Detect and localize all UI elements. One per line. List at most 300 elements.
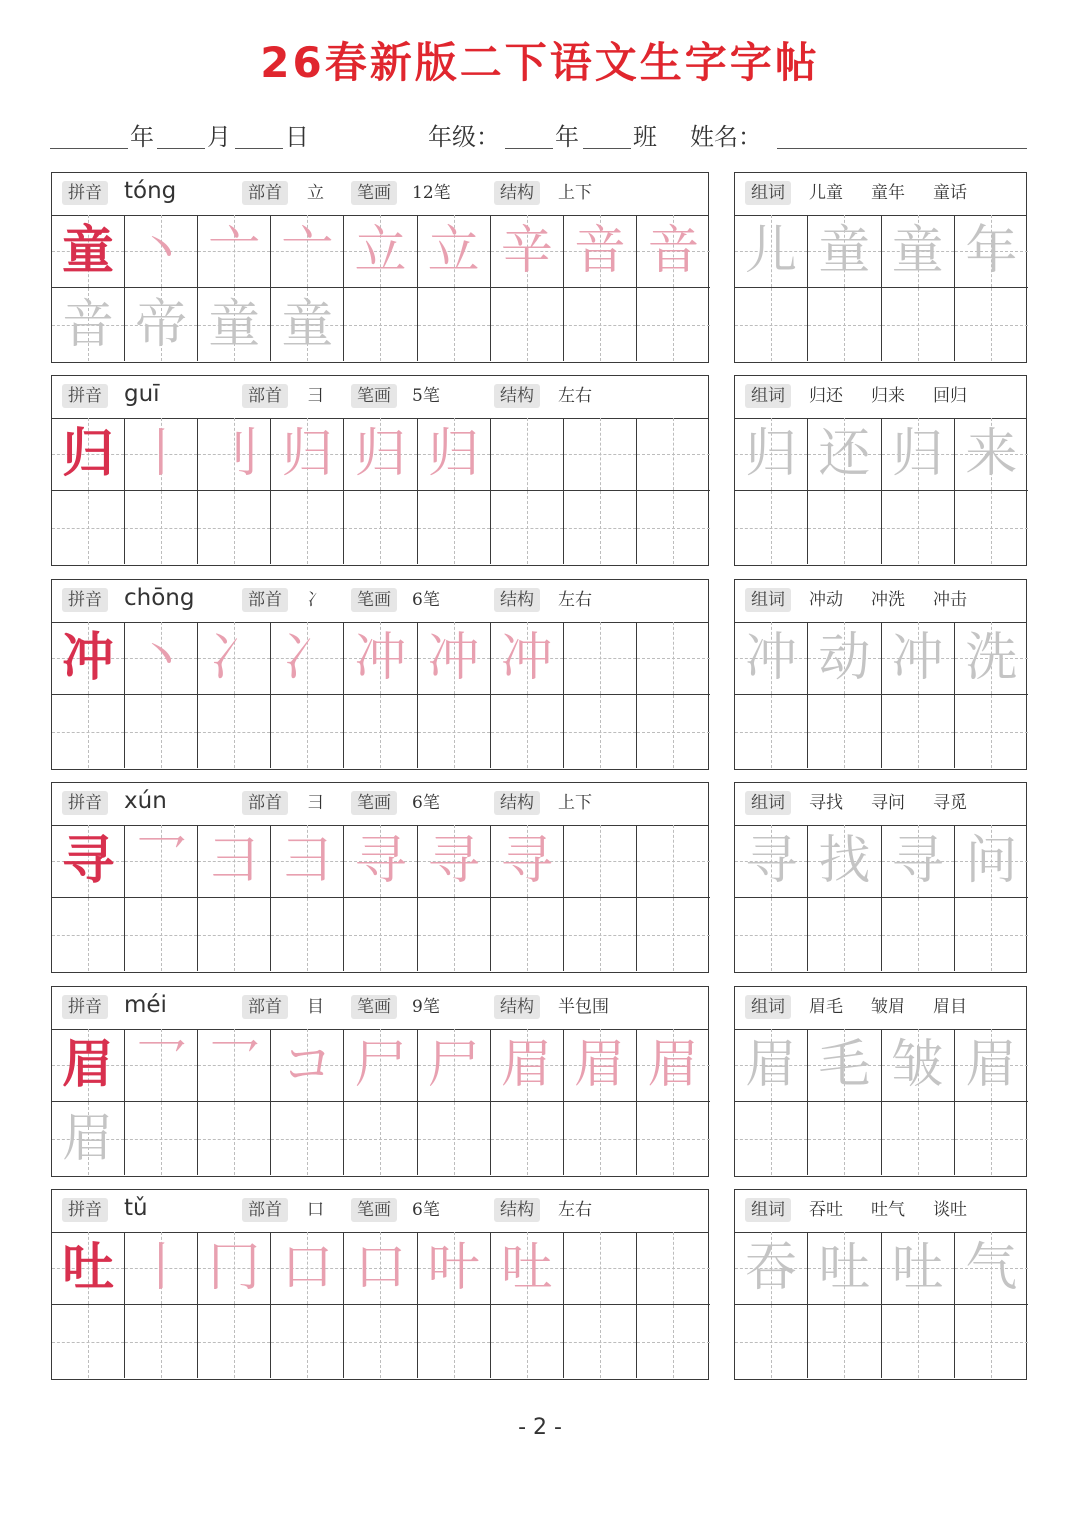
stroke-order-cell[interactable] xyxy=(491,215,564,288)
stroke-order-cell[interactable] xyxy=(491,825,564,898)
stroke-order-cell[interactable] xyxy=(418,825,491,898)
word-trace-cell[interactable] xyxy=(882,1232,955,1305)
word-trace-cell[interactable] xyxy=(955,825,1028,898)
cell-character: 丨 xyxy=(135,1238,188,1298)
cell-character: 吐 xyxy=(500,1238,553,1298)
practice-cell[interactable] xyxy=(418,1102,491,1175)
structure-tag: 结构 xyxy=(494,384,540,408)
cell-character: 乛 xyxy=(208,1035,261,1095)
stroke-order-cell[interactable] xyxy=(564,1029,637,1102)
practice-cell[interactable] xyxy=(735,1305,808,1378)
stroke-order-cell[interactable] xyxy=(637,215,710,288)
word-trace-cell[interactable] xyxy=(882,825,955,898)
character-panel xyxy=(51,375,709,566)
stroke-order-cell[interactable] xyxy=(418,215,491,288)
stroke-order-cell[interactable] xyxy=(564,215,637,288)
stroke-order-cell[interactable] xyxy=(125,418,198,491)
practice-cell[interactable] xyxy=(344,491,417,564)
strokes-value: 5笔 xyxy=(412,386,440,406)
word-item: 吞吐 xyxy=(809,1200,843,1220)
word-trace-cell[interactable] xyxy=(882,215,955,288)
practice-cell[interactable] xyxy=(808,491,881,564)
word-trace-cell[interactable] xyxy=(735,825,808,898)
grade-year-label: 年 xyxy=(555,123,579,151)
stroke-order-cell[interactable] xyxy=(418,622,491,695)
practice-cell[interactable] xyxy=(637,695,710,768)
words-header xyxy=(735,376,1026,419)
name-blank[interactable] xyxy=(777,148,1027,149)
name-label: 姓名： xyxy=(690,123,762,151)
character-header xyxy=(52,376,708,419)
practice-cell[interactable] xyxy=(125,695,198,768)
practice-cell[interactable] xyxy=(564,1305,637,1378)
words-tag: 组词 xyxy=(745,181,791,205)
cell-character: 音 xyxy=(573,221,626,281)
model-character[interactable] xyxy=(52,1029,125,1102)
stroke-order-cell[interactable] xyxy=(271,1232,344,1305)
practice-cell[interactable] xyxy=(637,1232,710,1305)
stroke-order-cell[interactable] xyxy=(125,622,198,695)
stroke-order-cell[interactable] xyxy=(344,418,417,491)
page-number: - 2 - xyxy=(518,1415,562,1440)
cell-character: 亠 xyxy=(208,221,261,281)
practice-cell[interactable] xyxy=(52,898,125,971)
words-header xyxy=(735,580,1026,623)
word-trace-cell[interactable] xyxy=(808,622,881,695)
model-character[interactable] xyxy=(52,215,125,288)
practice-cell[interactable] xyxy=(125,1102,198,1175)
practice-cell[interactable] xyxy=(418,491,491,564)
radical-value: 立 xyxy=(307,183,324,203)
words-tag: 组词 xyxy=(745,791,791,815)
cell-character: 冲 xyxy=(891,628,944,688)
cell-character: 乛 xyxy=(135,831,188,891)
cell-character: 动 xyxy=(818,628,871,688)
strokes-tag: 笔画 xyxy=(351,995,397,1019)
practice-cell[interactable] xyxy=(271,1102,344,1175)
stroke-order-cell[interactable] xyxy=(271,215,344,288)
practice-cell[interactable] xyxy=(198,1102,271,1175)
word-item: 冲动 xyxy=(809,590,843,610)
practice-cell[interactable] xyxy=(564,1102,637,1175)
word-trace-cell[interactable] xyxy=(808,418,881,491)
cell-character: 气 xyxy=(965,1238,1018,1298)
radical-tag: 部首 xyxy=(242,384,288,408)
radical-tag: 部首 xyxy=(242,995,288,1019)
cell-character: 冲 xyxy=(62,627,115,688)
practice-cell[interactable] xyxy=(271,1305,344,1378)
radical-value: 彐 xyxy=(307,386,324,406)
character-panel xyxy=(51,986,709,1177)
stroke-order-cell[interactable] xyxy=(125,215,198,288)
practice-cell[interactable] xyxy=(637,418,710,491)
practice-cell[interactable] xyxy=(271,695,344,768)
word-item: 寻问 xyxy=(871,793,905,813)
word-trace-cell[interactable] xyxy=(882,1029,955,1102)
cell-character: 童 xyxy=(281,294,334,355)
cell-character: 立 xyxy=(354,221,407,281)
day-blank[interactable] xyxy=(235,148,283,149)
cell-character: 刂 xyxy=(208,424,261,484)
word-trace-cell[interactable] xyxy=(955,1232,1028,1305)
year-label: 年 xyxy=(130,123,154,151)
practice-cell[interactable] xyxy=(198,491,271,564)
structure-value: 左右 xyxy=(558,386,592,406)
stroke-order-cell[interactable] xyxy=(491,622,564,695)
cell-character: 毛 xyxy=(818,1035,871,1095)
cell-character: 音 xyxy=(647,221,700,281)
pinyin-value: xún xyxy=(124,788,167,814)
practice-cell[interactable] xyxy=(955,1305,1028,1378)
grade-label: 年级： xyxy=(428,123,500,151)
practice-cell[interactable] xyxy=(564,491,637,564)
stroke-order-cell[interactable] xyxy=(125,825,198,898)
pinyin-value: tǔ xyxy=(124,1195,148,1221)
cell-character: 吐 xyxy=(891,1238,944,1298)
character-header xyxy=(52,173,708,216)
word-item: 寻找 xyxy=(809,793,843,813)
pinyin-tag: 拼音 xyxy=(62,791,108,815)
cell-character: 叶 xyxy=(427,1238,480,1298)
practice-cell[interactable] xyxy=(125,898,198,971)
practice-cell[interactable] xyxy=(808,1305,881,1378)
cell-character: 寻 xyxy=(354,831,407,891)
strokes-value: 6笔 xyxy=(412,590,440,610)
strokes-value: 6笔 xyxy=(412,1200,440,1220)
cell-character: 洗 xyxy=(965,628,1018,688)
word-item: 归来 xyxy=(871,386,905,406)
strokes-value: 6笔 xyxy=(412,793,440,813)
word-trace-cell[interactable] xyxy=(735,215,808,288)
practice-cell[interactable] xyxy=(735,898,808,971)
model-character[interactable] xyxy=(52,825,125,898)
practice-cell[interactable] xyxy=(882,288,955,361)
model-character[interactable] xyxy=(52,418,125,491)
practice-cell[interactable] xyxy=(808,288,881,361)
model-character[interactable] xyxy=(52,622,125,695)
word-trace-cell[interactable] xyxy=(882,418,955,491)
practice-cell[interactable] xyxy=(735,695,808,768)
cell-character: 来 xyxy=(965,424,1018,484)
structure-tag: 结构 xyxy=(494,1198,540,1222)
words-header xyxy=(735,173,1026,216)
practice-cell[interactable] xyxy=(491,288,564,361)
stroke-order-cell[interactable] xyxy=(344,825,417,898)
trace-cell[interactable] xyxy=(52,288,125,361)
stroke-order-cell[interactable] xyxy=(198,825,271,898)
stroke-order-cell[interactable] xyxy=(344,1232,417,1305)
cell-character: 口 xyxy=(354,1238,407,1298)
word-trace-cell[interactable] xyxy=(808,825,881,898)
cell-character: 归 xyxy=(354,424,407,484)
cell-character: 丨 xyxy=(135,424,188,484)
practice-cell[interactable] xyxy=(344,695,417,768)
stroke-order-cell[interactable] xyxy=(125,1029,198,1102)
structure-tag: 结构 xyxy=(494,995,540,1019)
cell-character: 彐 xyxy=(281,831,334,891)
pinyin-value: méi xyxy=(124,992,167,1018)
practice-cell[interactable] xyxy=(418,898,491,971)
strokes-tag: 笔画 xyxy=(351,791,397,815)
cell-character: 冫 xyxy=(281,628,334,688)
word-trace-cell[interactable] xyxy=(955,1029,1028,1102)
stroke-order-cell[interactable] xyxy=(418,418,491,491)
word-trace-cell[interactable] xyxy=(735,1029,808,1102)
cell-character: 寻 xyxy=(500,831,553,891)
strokes-tag: 笔画 xyxy=(351,1198,397,1222)
practice-cell[interactable] xyxy=(125,491,198,564)
character-panel xyxy=(51,782,709,973)
trace-cell[interactable] xyxy=(198,288,271,361)
year-blank[interactable] xyxy=(50,148,128,149)
pinyin-value: chōng xyxy=(124,585,195,611)
practice-cell[interactable] xyxy=(882,695,955,768)
character-panel xyxy=(51,579,709,770)
word-item: 童话 xyxy=(933,183,967,203)
words-panel xyxy=(734,1189,1027,1380)
practice-cell[interactable] xyxy=(808,695,881,768)
pinyin-value: guī xyxy=(124,381,160,407)
structure-value: 半包围 xyxy=(558,997,609,1017)
practice-cell[interactable] xyxy=(955,1102,1028,1175)
stroke-order-cell[interactable] xyxy=(637,1029,710,1102)
cell-character: 音 xyxy=(62,294,115,355)
word-trace-cell[interactable] xyxy=(735,622,808,695)
practice-cell[interactable] xyxy=(955,288,1028,361)
word-trace-cell[interactable] xyxy=(808,215,881,288)
practice-cell[interactable] xyxy=(882,491,955,564)
practice-cell[interactable] xyxy=(808,898,881,971)
cell-character: 冲 xyxy=(500,628,553,688)
cell-character: 年 xyxy=(965,221,1018,281)
cell-character: 寻 xyxy=(891,831,944,891)
practice-cell[interactable] xyxy=(808,1102,881,1175)
pinyin-tag: 拼音 xyxy=(62,384,108,408)
practice-cell[interactable] xyxy=(491,695,564,768)
character-header xyxy=(52,987,708,1030)
trace-cell[interactable] xyxy=(52,1102,125,1175)
practice-cell[interactable] xyxy=(344,288,417,361)
month-blank[interactable] xyxy=(157,148,205,149)
pinyin-value: tóng xyxy=(124,178,177,204)
practice-cell[interactable] xyxy=(564,695,637,768)
stroke-order-cell[interactable] xyxy=(418,1232,491,1305)
structure-value: 上下 xyxy=(558,793,592,813)
word-trace-cell[interactable] xyxy=(955,418,1028,491)
pinyin-tag: 拼音 xyxy=(62,1198,108,1222)
word-trace-cell[interactable] xyxy=(882,622,955,695)
character-panel xyxy=(51,1189,709,1380)
practice-cell[interactable] xyxy=(637,491,710,564)
cell-character: 亠 xyxy=(281,221,334,281)
structure-tag: 结构 xyxy=(494,588,540,612)
pinyin-tag: 拼音 xyxy=(62,181,108,205)
word-item: 回归 xyxy=(933,386,967,406)
practice-cell[interactable] xyxy=(564,898,637,971)
practice-cell[interactable] xyxy=(882,898,955,971)
practice-cell[interactable] xyxy=(418,1305,491,1378)
cell-character: 冲 xyxy=(354,628,407,688)
character-header xyxy=(52,580,708,623)
word-trace-cell[interactable] xyxy=(735,1232,808,1305)
structure-tag: 结构 xyxy=(494,181,540,205)
cell-character: 吞 xyxy=(745,1238,798,1298)
structure-value: 左右 xyxy=(558,590,592,610)
practice-cell[interactable] xyxy=(344,898,417,971)
practice-cell[interactable] xyxy=(198,898,271,971)
practice-cell[interactable] xyxy=(637,825,710,898)
practice-cell[interactable] xyxy=(637,622,710,695)
trace-cell[interactable] xyxy=(125,288,198,361)
cell-character: 彐 xyxy=(208,831,261,891)
word-trace-cell[interactable] xyxy=(808,1029,881,1102)
cell-character: 眉 xyxy=(62,1108,115,1169)
practice-cell[interactable] xyxy=(564,622,637,695)
stroke-order-cell[interactable] xyxy=(344,622,417,695)
practice-cell[interactable] xyxy=(125,1305,198,1378)
radical-tag: 部首 xyxy=(242,1198,288,1222)
stroke-order-cell[interactable] xyxy=(491,1232,564,1305)
trace-cell[interactable] xyxy=(271,288,344,361)
cell-character: 冲 xyxy=(745,628,798,688)
practice-cell[interactable] xyxy=(637,288,710,361)
practice-cell[interactable] xyxy=(564,1232,637,1305)
practice-cell[interactable] xyxy=(491,491,564,564)
stroke-order-cell[interactable] xyxy=(198,418,271,491)
stroke-order-cell[interactable] xyxy=(198,622,271,695)
practice-cell[interactable] xyxy=(637,1102,710,1175)
words-panel xyxy=(734,579,1027,770)
cell-character: 童 xyxy=(208,294,261,355)
radical-value: 目 xyxy=(307,997,324,1017)
character-header xyxy=(52,783,708,826)
words-tag: 组词 xyxy=(745,995,791,1019)
cell-character: 皱 xyxy=(891,1035,944,1095)
word-item: 冲击 xyxy=(933,590,967,610)
stroke-order-cell[interactable] xyxy=(418,1029,491,1102)
structure-value: 上下 xyxy=(558,183,592,203)
word-trace-cell[interactable] xyxy=(808,1232,881,1305)
stroke-order-cell[interactable] xyxy=(198,215,271,288)
stroke-order-cell[interactable] xyxy=(271,1029,344,1102)
practice-cell[interactable] xyxy=(882,1102,955,1175)
strokes-tag: 笔画 xyxy=(351,384,397,408)
practice-cell[interactable] xyxy=(344,1305,417,1378)
word-item: 谈吐 xyxy=(933,1200,967,1220)
model-character[interactable] xyxy=(52,1232,125,1305)
word-item: 归还 xyxy=(809,386,843,406)
cell-character: 儿 xyxy=(745,221,798,281)
word-item: 眉毛 xyxy=(809,997,843,1017)
words-header xyxy=(735,987,1026,1030)
stroke-order-cell[interactable] xyxy=(198,1232,271,1305)
words-tag: 组词 xyxy=(745,384,791,408)
cell-character: 归 xyxy=(427,424,480,484)
practice-cell[interactable] xyxy=(882,1305,955,1378)
practice-cell[interactable] xyxy=(344,1102,417,1175)
practice-cell[interactable] xyxy=(198,1305,271,1378)
cell-character: 眉 xyxy=(500,1035,553,1095)
practice-cell[interactable] xyxy=(564,288,637,361)
radical-value: 口 xyxy=(307,1200,324,1220)
cell-character: 辛 xyxy=(500,221,553,281)
cell-character: 眉 xyxy=(573,1035,626,1095)
cell-character: 眉 xyxy=(62,1034,115,1095)
practice-cell[interactable] xyxy=(418,695,491,768)
stroke-order-cell[interactable] xyxy=(344,1029,417,1102)
practice-cell[interactable] xyxy=(564,418,637,491)
cell-character: 归 xyxy=(745,424,798,484)
word-trace-cell[interactable] xyxy=(955,215,1028,288)
practice-cell[interactable] xyxy=(955,491,1028,564)
cell-character: 吐 xyxy=(62,1237,115,1298)
practice-cell[interactable] xyxy=(564,825,637,898)
practice-cell[interactable] xyxy=(955,695,1028,768)
cell-character: 寻 xyxy=(427,831,480,891)
radical-tag: 部首 xyxy=(242,791,288,815)
word-trace-cell[interactable] xyxy=(735,418,808,491)
month-label: 月 xyxy=(207,123,231,151)
strokes-value: 9笔 xyxy=(412,997,440,1017)
practice-cell[interactable] xyxy=(735,1102,808,1175)
stroke-order-cell[interactable] xyxy=(125,1232,198,1305)
word-item: 皱眉 xyxy=(871,997,905,1017)
structure-tag: 结构 xyxy=(494,791,540,815)
practice-cell[interactable] xyxy=(52,491,125,564)
radical-value: 冫 xyxy=(307,590,324,610)
cell-character: 尸 xyxy=(427,1035,480,1095)
grade-class-blank[interactable] xyxy=(583,148,631,149)
practice-cell[interactable] xyxy=(271,491,344,564)
grade-year-blank[interactable] xyxy=(505,148,553,149)
stroke-order-cell[interactable] xyxy=(198,1029,271,1102)
cell-character: 冫 xyxy=(208,628,261,688)
practice-cell[interactable] xyxy=(637,1305,710,1378)
practice-cell[interactable] xyxy=(637,898,710,971)
stroke-order-cell[interactable] xyxy=(271,825,344,898)
stroke-order-cell[interactable] xyxy=(344,215,417,288)
radical-tag: 部首 xyxy=(242,588,288,612)
stroke-order-cell[interactable] xyxy=(271,418,344,491)
practice-cell[interactable] xyxy=(198,695,271,768)
practice-cell[interactable] xyxy=(491,898,564,971)
radical-value: 彐 xyxy=(307,793,324,813)
practice-cell[interactable] xyxy=(52,695,125,768)
practice-cell[interactable] xyxy=(491,1102,564,1175)
stroke-order-cell[interactable] xyxy=(271,622,344,695)
practice-cell[interactable] xyxy=(418,288,491,361)
cell-character: 乛 xyxy=(135,1035,188,1095)
word-item: 儿童 xyxy=(809,183,843,203)
stroke-order-cell[interactable] xyxy=(491,1029,564,1102)
words-panel xyxy=(734,782,1027,973)
practice-cell[interactable] xyxy=(271,898,344,971)
word-item: 寻觅 xyxy=(933,793,967,813)
practice-cell[interactable] xyxy=(735,288,808,361)
cell-character: 冂 xyxy=(208,1238,261,1298)
words-header xyxy=(735,1190,1026,1233)
grade-class-label: 班 xyxy=(633,123,657,151)
practice-cell[interactable] xyxy=(491,1305,564,1378)
page-title: 26春新版二下语文生字字帖 xyxy=(260,38,820,87)
practice-cell[interactable] xyxy=(491,418,564,491)
practice-cell[interactable] xyxy=(52,1305,125,1378)
character-panel xyxy=(51,172,709,363)
practice-cell[interactable] xyxy=(955,898,1028,971)
cell-character: 眉 xyxy=(965,1035,1018,1095)
word-trace-cell[interactable] xyxy=(955,622,1028,695)
practice-cell[interactable] xyxy=(735,491,808,564)
